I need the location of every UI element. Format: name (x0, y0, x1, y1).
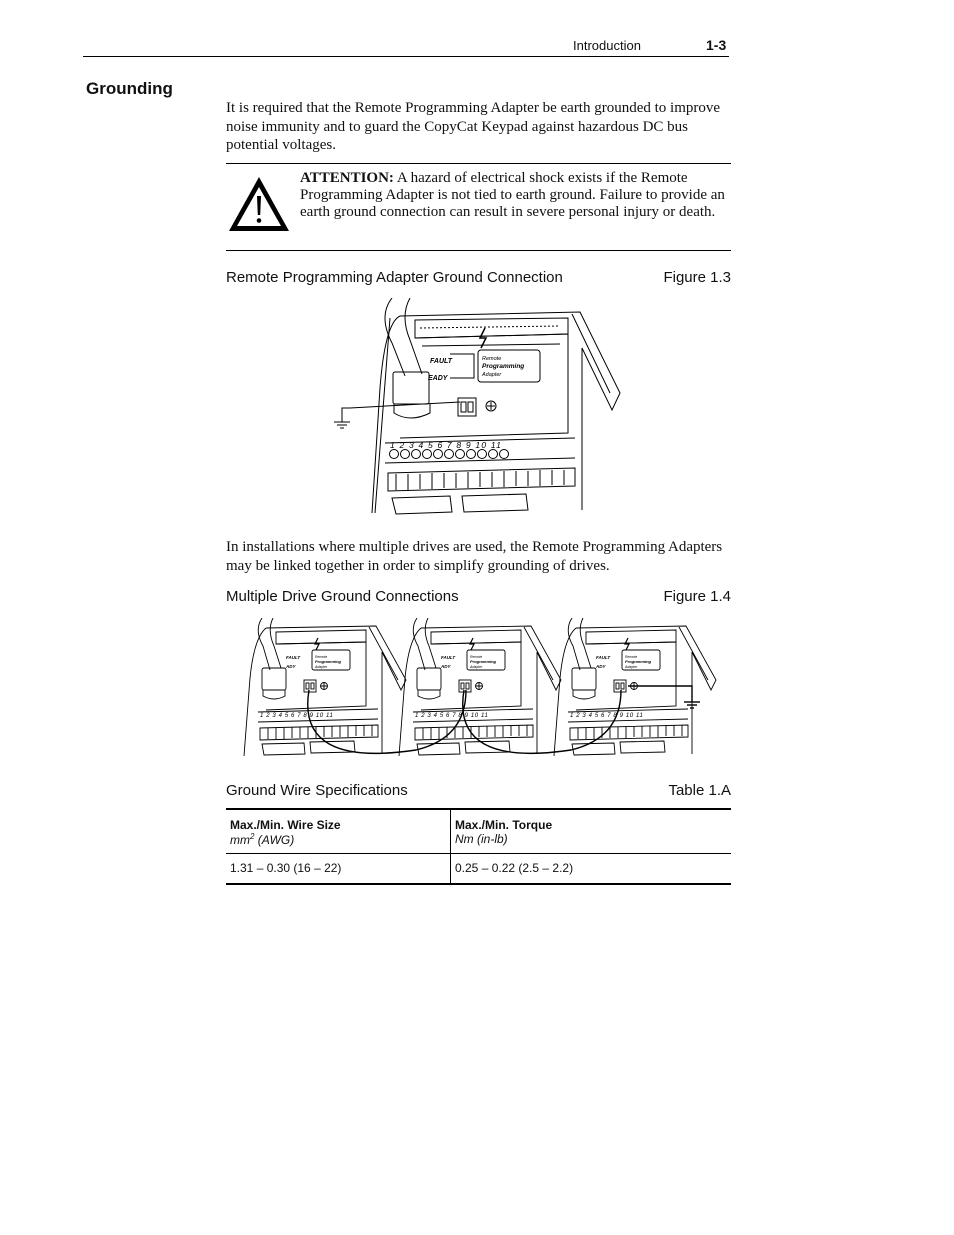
adapter-label-line-2: Programming (482, 363, 525, 370)
drive-unit (399, 618, 561, 756)
ground-wire-spec-table (226, 808, 731, 885)
torque-header-cell (451, 809, 732, 854)
table-1-a-title: Ground Wire Specifications (226, 782, 408, 799)
attention-box (226, 163, 731, 251)
drive-unit (244, 618, 406, 756)
warning-triangle-icon (226, 174, 292, 234)
attention-label: ATTENTION: (300, 170, 394, 186)
header-rule (83, 56, 729, 57)
figure-1-4-number: Figure 1.4 (663, 588, 731, 605)
figure-1-4-title: Multiple Drive Ground Connections (226, 588, 459, 605)
table-header-row (226, 809, 731, 854)
table-1-a-caption (226, 782, 731, 799)
terminal-numbers: 1 2 3 4 5 6 7 8 9 10 11 (390, 440, 503, 450)
section-title: Grounding (86, 79, 173, 98)
torque-unit: Nm (in-lb) (455, 832, 508, 846)
attention-message: A hazard of electrical shock exists if the Remote Programming Adapter is not tied to earth ground. Failure to provide an earth ground connection can result in severe personal injury or death. (300, 170, 725, 220)
middle-paragraph: In installations where multiple drives are used, the Remote Programming Adapters may be linked together in order to simplify grounding of drives. (226, 539, 723, 574)
figure-1-3-drawing (330, 298, 630, 520)
intro-paragraph: It is required that the Remote Programming Adapter be earth grounded to improve noise immunity and to guard the CopyCat Keypad against hazardous DC bus potential voltages. (226, 100, 721, 153)
figure-1-3-caption (226, 269, 731, 286)
table-1-a-number: Table 1.A (668, 782, 731, 799)
page-number: 1-3 (706, 37, 727, 53)
adapter-label-line-1: Remote (482, 356, 502, 362)
wire-size-header-cell (226, 809, 451, 854)
torque-header: Max./Min. Torque (455, 818, 553, 832)
wire-size-unit: $mm^2$ (AWG) (230, 832, 295, 847)
attention-text (300, 170, 728, 221)
torque-value: 0.25 – 0.22 (2.5 – 2.2) (451, 854, 732, 885)
table-row (226, 854, 731, 885)
running-header-section: Introduction (573, 38, 641, 53)
fault-label: FAULT (430, 358, 453, 365)
adapter-label-line-3: Adapter (482, 372, 502, 378)
wire-size-header: Max./Min. Wire Size (230, 818, 341, 832)
figure-1-3-number: Figure 1.3 (663, 269, 731, 286)
figure-1-4-drawing (236, 618, 720, 762)
wire-size-value: 1.31 – 0.30 (16 – 22) (226, 854, 451, 885)
figure-1-3-title: Remote Programming Adapter Ground Connection (226, 269, 563, 286)
ready-label: EADY (428, 375, 448, 382)
figure-1-4-caption (226, 588, 731, 605)
